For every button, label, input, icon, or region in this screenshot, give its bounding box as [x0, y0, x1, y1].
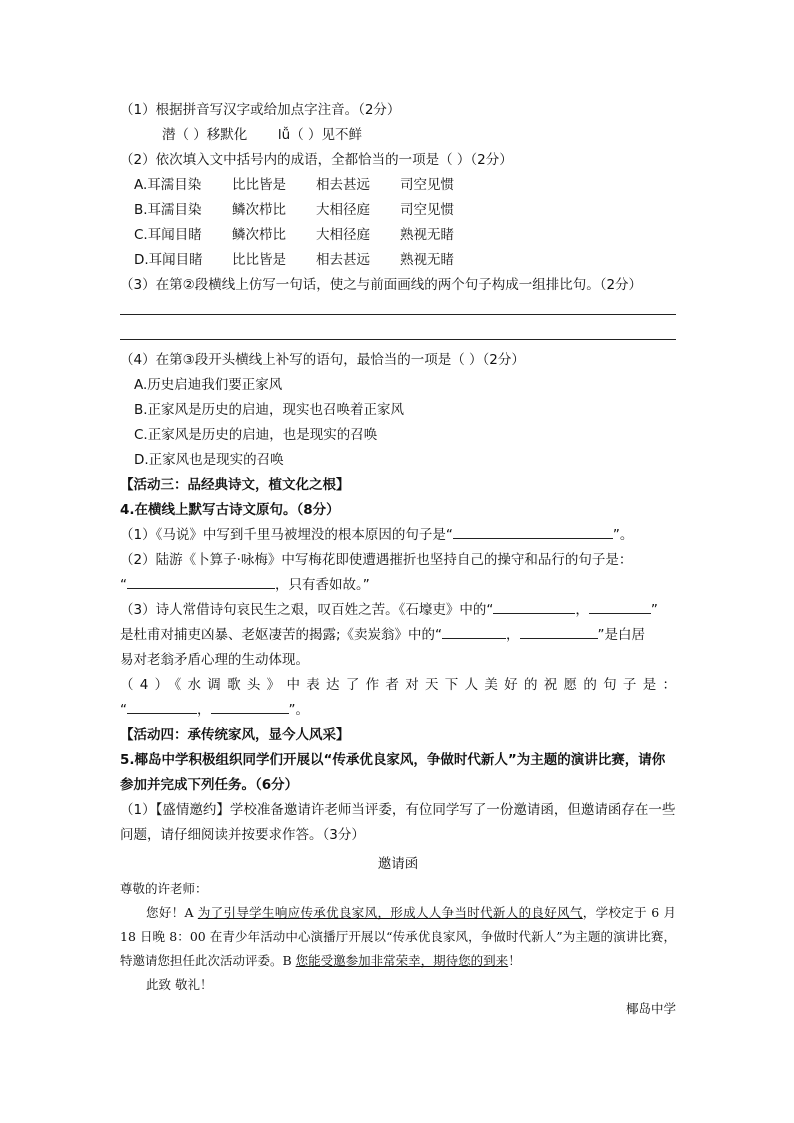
q5-sub-1: （1）【盛情邀约】学校准备邀请许老师当评委，有位同学写了一份邀请函，但邀请函存在一些问题，请仔细阅读并按要求作答。（3分）: [120, 802, 676, 843]
q4-1-blank[interactable]: [453, 524, 613, 539]
letter-body: 您好！A 为了引导学生响应传承优良家风，形成人人争当时代新人的良好风气，学校定于 6 月 18 日晚 8：00 在青少年活动中心演播厅开展以“传承优良家风，争做时代新人”为主题的演讲比赛，特邀请您担任此次活动评委。B 您能受邀参加非常荣幸，期待您的到来！: [120, 905, 676, 968]
letter-signature: 椰岛中学: [625, 1001, 676, 1016]
q4-3-blank-4[interactable]: [520, 624, 598, 639]
q4-3-blank-3[interactable]: [442, 624, 506, 639]
q4-3-blank-1[interactable]: [493, 599, 575, 614]
q3-1-items: [120, 123, 676, 148]
q4-4-blank-2[interactable]: [211, 699, 289, 714]
q5-stem: 5.椰岛中学积极组织同学们开展以“传承优良家风，争做时代新人”为主题的演讲比赛，请你参加并完成下列任务。（6分）: [120, 752, 666, 793]
underlined-sentence-a: 为了引导学生响应传承优良家风，形成人人争当时代新人的良好风气: [197, 905, 583, 920]
q3-1-stem: （1）根据拼音写汉字或给加点字注音。（2分）: [120, 102, 401, 118]
q3-2-option-c[interactable]: C.耳闻目睹 鳞次栉比 大相径庭 熟视无睹: [134, 227, 454, 243]
q3-4-stem: （4）在第③段开头横线上补写的语句，最恰当的一项是（ ）（2分）: [120, 352, 525, 368]
invitation-letter: [120, 877, 676, 1021]
q3-1-item-2[interactable]: lǚ（ ）见不鲜: [277, 127, 362, 143]
q4-part-2-line-1: （2）陆游《卜算子·咏梅》中写梅花即使遭遇摧折也坚持自己的操守和品行的句子是：: [120, 552, 633, 568]
q3-4-option-d[interactable]: D.正家风也是现实的召唤: [134, 452, 284, 468]
q4-part-4-line-2: “ ， ”。: [120, 698, 676, 723]
q4-part-3-line-3: 易对老翁矛盾心理的生动体现。: [120, 652, 309, 668]
q4-4-blank-1[interactable]: [127, 699, 197, 714]
q4-part-4-line-1: （4）《水调歌头》中表达了作者对天下人美好的祝愿的句子是：: [120, 677, 676, 693]
underlined-sentence-b: 您能受邀参加非常荣幸，期待您的到来: [295, 953, 509, 968]
q4-3-blank-2[interactable]: [589, 599, 651, 614]
q4-stem: 4.在横线上默写古诗文原句。（8分）: [120, 502, 340, 518]
activity-3-heading: 【活动三：品经典诗文，植文化之根】: [120, 477, 350, 493]
q4-part-2-line-2: “ ，只有香如故。”: [120, 573, 676, 598]
activity-4-heading: 【活动四：承传统家风，显今人风采】: [120, 727, 350, 743]
q3-2-stem: （2）依次填入文中括号内的成语，全都恰当的一项是（ ）（2分）: [120, 152, 513, 168]
q3-1-item-1[interactable]: 潜（ ）移默化: [162, 127, 248, 143]
q3-3-stem: （3）在第②段横线上仿写一句话，使之与前面画线的两个句子构成一组排比句。（2分）: [120, 277, 643, 293]
q3-2-option-a[interactable]: A.耳濡目染 比比皆是 相去甚远 司空见惯: [134, 177, 454, 193]
q4-part-1: （1）《马说》中写到千里马被埋没的根本原因的句子是“ ”。: [120, 523, 676, 548]
letter-title: 邀请函: [377, 856, 419, 872]
q3-2-option-b[interactable]: B.耳濡目染 鳞次栉比 大相径庭 司空见惯: [134, 202, 454, 218]
q4-2-blank[interactable]: [127, 574, 275, 589]
exam-page: [120, 98, 676, 1021]
q3-4-option-c[interactable]: C.正家风是历史的启迪，也是现实的召唤: [134, 427, 378, 443]
q4-part-3-line-2: 是杜甫对捕吏凶暴、老妪凄苦的揭露;《卖炭翁》中的“ ， ”是白居: [120, 623, 676, 648]
letter-salutation: 尊敬的许老师：: [120, 881, 208, 896]
q3-4-option-b[interactable]: B.正家风是历史的启迪，现实也召唤着正家风: [134, 402, 405, 418]
q4-part-3-line-1: （3）诗人常借诗句哀民生之艰，叹百姓之苦。《石壕吏》中的“ ， ”: [120, 598, 676, 623]
q3-2-option-d[interactable]: D.耳闻目睹 比比皆是 相去甚远 熟视无睹: [134, 252, 454, 268]
letter-closing: 此致 敬礼！: [146, 977, 213, 992]
q3-4-option-a[interactable]: A.历史启迪我们要正家风: [134, 377, 283, 393]
